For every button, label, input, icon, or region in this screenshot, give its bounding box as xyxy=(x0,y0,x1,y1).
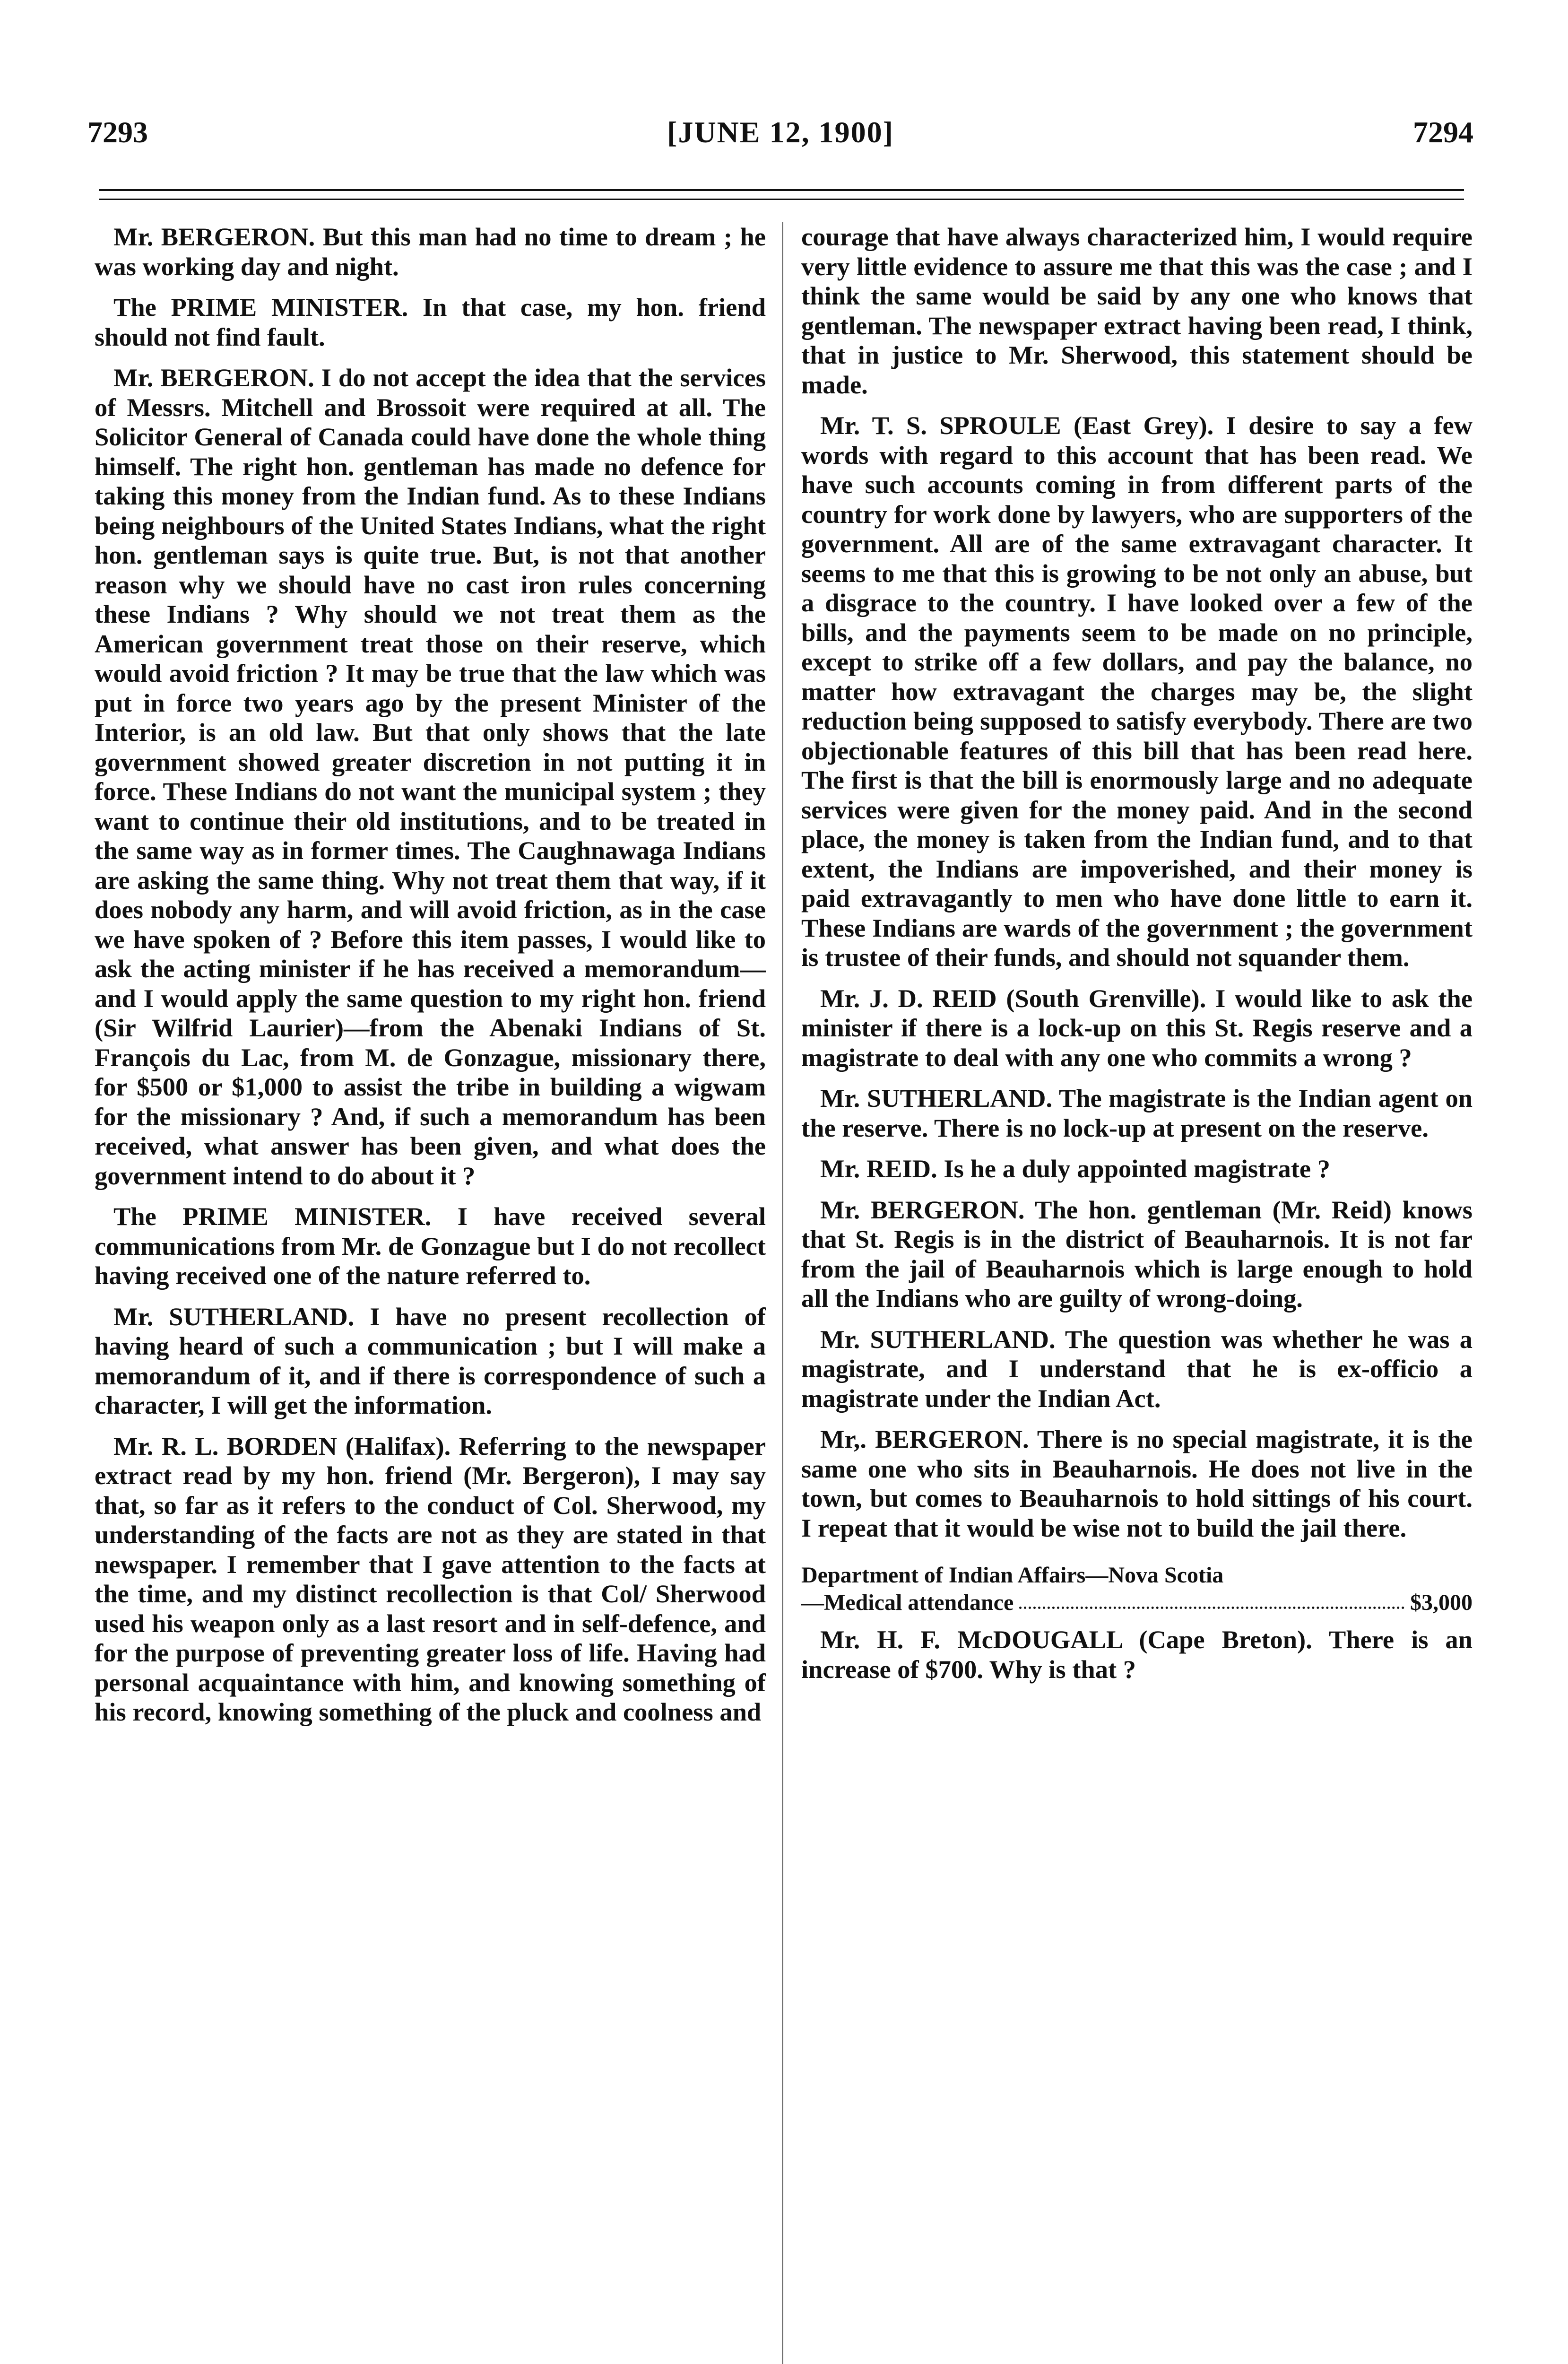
paragraph xyxy=(95,1432,766,1727)
speaker-name: Mr,. BERGERON. xyxy=(820,1425,1029,1453)
closing-paragraph xyxy=(801,1625,1473,1684)
speaker-name: Mr. REID. xyxy=(820,1154,937,1183)
paragraph-text: The hon. gentleman (Mr. Reid) knows that St. Regis is in the district of Beauharnois. It is not far from the jail of Beauharnois which is large enough to hold all the Indians who are guilty of wrong-doing. xyxy=(801,1195,1473,1312)
paragraph xyxy=(801,411,1473,973)
page-number-right: 7294 xyxy=(1413,115,1473,149)
speaker-name: Mr. T. S. SPROULE (East Grey). xyxy=(820,411,1214,440)
paragraph xyxy=(95,222,766,281)
estimate-item-row xyxy=(801,1589,1473,1617)
estimate-item xyxy=(801,1562,1473,1617)
paragraph-text: There is no special magistrate, it is the same one who sits in Beauharnois. He does not live in the town, but comes to Beauharnois to hold sittings of his court. I repeat that it would be wise not to build the jail there. xyxy=(801,1425,1473,1542)
speaker-name: Mr. SUTHERLAND. xyxy=(113,1302,355,1331)
speaker-name: Mr. BERGERON. xyxy=(113,222,315,251)
paragraph-text: In that case, my hon. friend should not find fault. xyxy=(95,293,766,351)
paragraph xyxy=(801,1195,1473,1313)
header-rule-bottom xyxy=(99,199,1464,200)
paragraph-text: But this man had no time to dream ; he was working day and night. xyxy=(95,222,766,281)
paragraph-text: I have no present recollection of having heard of such a communication ; but I will make a memorandum of it, and if there is correspondence of such a character, I will get the information. xyxy=(95,1302,766,1419)
header-rule-top xyxy=(99,189,1464,191)
paragraph-text: Referring to the newspaper extract read by my hon. friend (Mr. Bergeron), I may say that, so far as it refers to the conduct of Col. Sherwood, my understanding of the facts are not as they are stated in that newspaper. I remember that I gave attention to the facts at the time, and my distinct recollection is that Col/ Sherwood used his weapon only as a last resort and in self-defence, and for the purpose of preventing greater loss of life. Having had personal acquaintance with him, and knowing something of his record, knowing something of the pluck and coolness and xyxy=(95,1431,766,1726)
page-number-left: 7293 xyxy=(87,115,148,149)
speaker-name: Mr. R. L. BORDEN (Halifax). xyxy=(113,1431,451,1460)
paragraph xyxy=(801,1154,1473,1184)
paragraph-text: Is he a duly appointed magistrate ? xyxy=(944,1154,1330,1183)
speaker-name: Mr. BERGERON. xyxy=(113,363,314,392)
header-date: [JUNE 12, 1900] xyxy=(667,115,894,149)
left-column xyxy=(95,222,766,2364)
estimate-item-title: Department of Indian Affairs—Nova Scotia xyxy=(801,1563,1224,1588)
speaker-name: The PRIME MINISTER. xyxy=(113,1202,432,1231)
paragraph-text: I would like to ask the minister if there is a lock-up on this St. Regis reserve and a magistrate to deal with any one who commits a wrong ? xyxy=(801,983,1473,1072)
paragraph xyxy=(801,222,1473,400)
paragraph-text: I have received several communications from Mr. de Gonzague but I do not recollect having received one of the nature referred to. xyxy=(95,1202,766,1290)
page-header xyxy=(87,113,1473,156)
right-column xyxy=(801,222,1473,2364)
paragraph-text: I desire to say a few words with regard to this account that has been read. We have such accounts coming in from different parts of the country for work done by lawyers, who are supporters of the government. All are of the same extravagant character. It seems to me that this is growing to be not only an abuse, but a disgrace to the country. I have looked over a few of the bills, and the payments seem to be made on no principle, except to strike off a few dollars, and pay the balance, no matter how extravagant the charges may be, the slight reduction being supposed to satisfy everybody. There are two objectionable features of this bill that has been read here. The first is that the bill is enormously large and no adequate services were given for the money paid. And in the second place, the money is taken from the Indian fund, and to that extent, the Indians are impoverished, and their money is paid extravagantly to men who have done little to earn it. These Indians are wards of the government ; the government is trustee of their funds, and should not squander them. xyxy=(801,411,1473,972)
paragraph-text: There is an increase of $700. Why is that ? xyxy=(801,1625,1473,1684)
paragraph xyxy=(95,1302,766,1420)
paragraph-text: I do not accept the idea that the services of Messrs. Mitchell and Brossoit were required at all. The Solicitor General of Canada could have done the whole thing himself. The right hon. gentleman has made no defence for taking this money from the Indian fund. As to these Indians being neighbours of the United States Indians, what the right hon. gentleman says is quite true. But, is not that another reason why we should have no cast iron rules concerning these Indians ? Why should we not treat them as the American government treat those on their reserve, which would avoid friction ? It may be true that the law which was put in force two years ago by the present Minister of the Interior, is an old law. But that only shows that the late government showed greater discretion in not putting it in force. These Indians do not want the municipal system ; they want to continue their old institutions, and to be treated in the same way as in former times. The Caughnawaga Indians are asking the same thing. Why not treat them that way, if it does nobody any harm, and will avoid friction, as in the case we have spoken of ? Before this item passes, I would like to ask the acting minister if he has received a memorandum—and I would apply the same question to my right hon. friend (Sir Wilfrid Laurier)—from the Abenaki Indians of St. François du Lac, from M. de Gonzague, missionary there, for $500 or $1,000 to assist the tribe in building a wigwam for the missionary ? And, if such a memorandum has been received, what answer has been given, and what does the government intend to do about it ? xyxy=(95,363,766,1190)
paragraph xyxy=(801,1084,1473,1143)
paragraph xyxy=(95,363,766,1191)
leader-dots xyxy=(1019,1589,1404,1609)
speaker-name: Mr. BERGERON. xyxy=(820,1195,1025,1224)
paragraph-text: courage that have always characterized him, I would require very little evidence to assure me that this was the case ; and I think the same would be said by any one who knows that gentleman. The newspaper extract having been read, I think, that in justice to Mr. Sherwood, this statement should be made. xyxy=(801,222,1473,399)
paragraph-text: The question was whether he was a magistrate, and I understand that he is ex-officio a magistrate under the Indian Act. xyxy=(801,1324,1473,1413)
speaker-name: Mr. SUTHERLAND. xyxy=(820,1324,1056,1354)
right-column-paragraphs xyxy=(801,222,1473,1543)
speaker-name: Mr. J. D. REID (South Grenville). xyxy=(820,983,1206,1013)
speaker-name: Mr. SUTHERLAND. xyxy=(820,1084,1053,1112)
estimate-item-subtitle: —Medical attendance xyxy=(801,1590,1014,1615)
paragraph xyxy=(801,984,1473,1073)
paragraph-text: The magistrate is the Indian agent on the reserve. There is no lock-up at present on the reserve. xyxy=(801,1084,1473,1142)
paragraph xyxy=(801,1425,1473,1543)
paragraph xyxy=(801,1325,1473,1414)
paragraph xyxy=(95,293,766,352)
estimate-item-amount: $3,000 xyxy=(1410,1590,1473,1615)
speaker-name: The PRIME MINISTER. xyxy=(113,293,408,322)
paragraph xyxy=(95,1202,766,1291)
speaker-name: Mr. H. F. McDOUGALL (Cape Breton). xyxy=(820,1625,1312,1654)
column-divider xyxy=(782,222,783,2364)
